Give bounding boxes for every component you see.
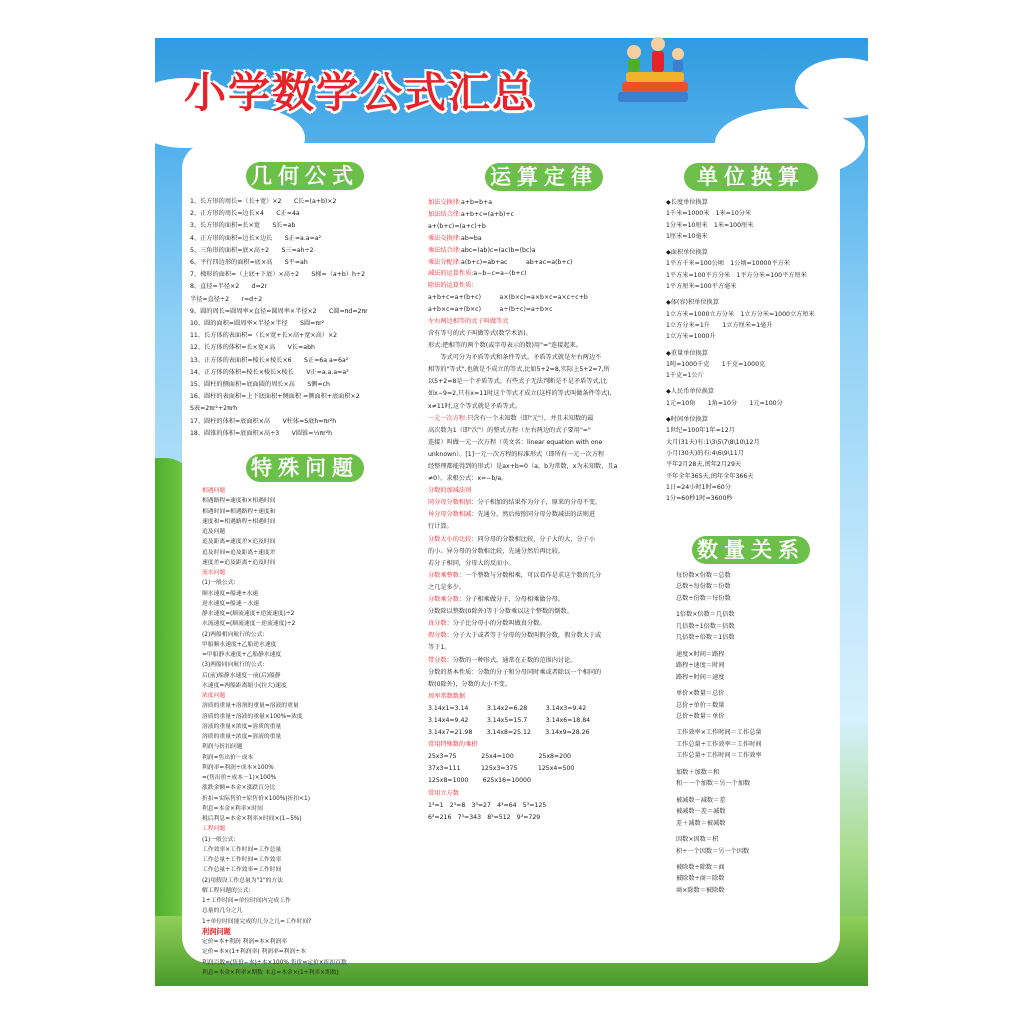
law-line <box>428 461 660 473</box>
law-text: 的小。异分母的分数相比较，先通分然后再比较。 <box>428 547 565 555</box>
law-text: 连接）叫做一元一次方程（英文名：linear equation with one <box>428 438 603 446</box>
law-line <box>428 413 660 425</box>
right-column <box>666 163 836 504</box>
geometry-formula-line: 13、正方体的表面积=棱长×棱长×6 S正=6a a=6a² <box>190 356 349 364</box>
geometry-formula-line: 10、圆的面积=圆周率×半径×半径 S圆=πr² <box>190 320 325 328</box>
special-formula-line: 工作总量÷工作时间=工作效率 <box>202 857 282 863</box>
law-text: 含有等号的式子叫做等式(数学术语)。 <box>428 329 532 337</box>
law-label: 乘法分配律: <box>428 258 462 266</box>
law-text: 数(0除外)，分数的大小不变。 <box>428 680 512 688</box>
law-line <box>428 667 660 679</box>
unit-line: 1平方米=100平方分米 1平方分米=100平方厘米 <box>666 271 807 279</box>
geometry-formula-line: 1、长方形的周长=（长+宽）×2 C长=(a+b)×2 <box>190 198 337 205</box>
law-line <box>428 594 660 606</box>
law-line <box>428 437 660 449</box>
law-label: 异分母分数相减 <box>428 511 472 519</box>
special-formula-line: 追及时间=追及距离÷速度差 <box>202 549 276 556</box>
law-line <box>428 209 660 221</box>
law-label: 左右两边相等的式子叫做等式 <box>428 318 509 326</box>
law-line <box>428 292 660 304</box>
special-formula-line: 利润百数=(售价−本)÷本×100% 售价=定价×折扣百数 <box>202 959 347 966</box>
law-label: 减法的运算性质: <box>428 270 474 278</box>
special-formula-line: (2)两船相向航行的公式: <box>202 631 265 638</box>
special-formula-line: (1)一般公式: <box>202 580 236 587</box>
quantity-line: 1倍数×倍数＝几倍数 <box>676 611 735 619</box>
special-formula-line: 顺水速度=船速+水速 <box>202 590 259 597</box>
unit-line: ◆人民币单位换算 <box>666 388 715 396</box>
special-formula-line: (2)用假设工作总量为"1"的方法 <box>202 877 283 884</box>
special-formula-line: 溶质的重量÷浓度=溶液的重量 <box>202 734 282 740</box>
law-line <box>428 534 660 546</box>
quantity-line: 总价÷单价＝数量 <box>676 701 725 709</box>
law-line <box>428 352 660 364</box>
unit-line: 1平方千米=100公顷 1公顷=10000平方米 <box>666 260 790 268</box>
law-line <box>428 606 660 618</box>
law-line <box>428 570 660 582</box>
geometry-formula-line: 18、圆锥的体积=底面积×高÷3 V圆锥=⅓πr²h <box>190 429 333 437</box>
quantity-line: 商×除数＝被除数 <box>676 886 725 894</box>
law-line <box>428 727 660 739</box>
law-line <box>428 679 660 691</box>
law-line <box>428 497 660 509</box>
geometry-formula-line: 17、圆柱的体积=底面积×高 V柱体=S底h=πr²h <box>190 417 337 425</box>
geometry-formula-line: S表=2πr²+2πrh <box>190 405 238 413</box>
law-label: 一元一次方程: <box>428 414 468 422</box>
special-formula-line: 工作总量÷工作效率=工作时间 <box>202 867 282 874</box>
law-label: 常用立方数 <box>428 789 459 797</box>
quantity-line: 工作总量÷工作效率＝工作时间 <box>676 740 762 748</box>
law-label: 分数乘分数 <box>428 596 459 604</box>
special-formula-line: 速度差=追及距离÷追及时间 <box>202 559 276 566</box>
law-text: a+b=b+a <box>461 199 493 206</box>
unit-line: 1立方米=1000立方分米 1立方分米=1000立方厘米 <box>666 310 815 318</box>
quantity-line: 单价×数量＝总价 <box>676 690 725 698</box>
section-title-units: 单位换算 <box>684 163 818 191</box>
special-subheading: 相遇问题 <box>202 488 226 494</box>
unit-line: 1世纪=100年1年=12月 <box>666 427 735 435</box>
law-label: 除法的运算性质: <box>428 282 474 290</box>
law-line <box>428 582 660 594</box>
law-line <box>428 788 660 800</box>
quantity-line: 和－一个加数＝另一个加数 <box>676 780 751 788</box>
right-column-lower <box>666 536 836 896</box>
law-line <box>428 812 660 824</box>
law-text: 3.14x1=3.14 3.14x2=6.28 3.14x3=9.42 <box>428 704 587 712</box>
left-column <box>190 162 420 440</box>
law-line <box>428 316 660 328</box>
law-label: 分数的加减法则 <box>428 487 472 495</box>
quantity-line: 几倍数÷1倍数＝倍数 <box>676 622 735 630</box>
law-text: 经整理都能得到的形式）是ax+b=0（a，b为常数，x为未知数，且a <box>428 463 618 470</box>
law-text: abc=(ab)c=(ac)b=(bc)a <box>461 246 536 254</box>
geometry-formula-line: 2、正方形的周长=边长×4 C正=4a <box>190 210 300 218</box>
law-label: 假分数 <box>428 632 447 640</box>
quantity-line: 速度×时间＝路程 <box>676 650 725 658</box>
quantity-line: 总数÷每份数＝份数 <box>676 583 731 591</box>
special-formula-line: 甲船顺水速度+乙船逆水速度 <box>202 641 277 648</box>
law-line <box>428 558 660 570</box>
law-text: 高次数为1（即"次"）的整式方程（左右两边的式子要用"=" <box>428 426 591 434</box>
special-formula-line: 1÷工作时间=单位时间内完成工作 <box>202 898 291 904</box>
unit-line: 1千克=1公斤 <box>666 372 704 380</box>
law-line <box>428 642 660 654</box>
geometry-formula-line: 15、圆柱的侧面积=底面圆的周长×高 S侧=ch <box>190 381 330 389</box>
law-text: ：分数的一种形式，通常在正数的范围内讨论。 <box>446 656 577 664</box>
law-line <box>428 655 660 667</box>
law-line <box>428 485 660 497</box>
special-subheading: 工程问题 <box>202 826 226 833</box>
special-formula-line: 溶质的重量+溶剂的重量=溶液的重量 <box>202 703 299 710</box>
special-subheading: 流水问题 <box>202 570 226 576</box>
law-text: a+b+c=a+(b+c) a×(b×c)=a×b×c=a×c÷c+b <box>428 294 588 302</box>
law-text: 只含有一个未知数（即"元"），并且未知数的最 <box>467 414 594 422</box>
special-formula-line: 静水速度=(顺流速度+逆流速度)÷2 <box>202 611 295 617</box>
quantity-line: 路程÷速度＝时间 <box>676 662 725 670</box>
law-line <box>428 546 660 558</box>
law-label: 乘法交换律: <box>428 234 462 242</box>
law-text: 125x8=1000 625x16=10000 <box>428 777 531 785</box>
unit-line: 1吨=1000千克 1千克=1000克 <box>666 360 766 368</box>
law-label: 常用特殊数的乘积 <box>428 741 478 749</box>
quantity-line: 被除数÷商＝除数 <box>676 875 725 883</box>
quantity-line: 路程÷时间＝速度 <box>676 673 725 681</box>
law-text: 之几是多少。 <box>428 583 466 591</box>
special-formula-line: 解工程问题的公式: <box>202 887 251 894</box>
unit-conversion-list <box>666 197 836 504</box>
special-formula-line: (3)两船同向航行的公式: <box>202 662 265 669</box>
quantity-line: 总价÷数量＝单价 <box>676 712 725 720</box>
unit-line: 1分米=10厘米 1米=100厘米 <box>666 221 754 229</box>
law-text: unknown）。[1]一元一次方程的标准形式（即所有一元一次方程 <box>428 450 605 458</box>
special-formula-line: 逆水速度=船速－水速 <box>202 600 260 607</box>
special-formula-line: 溶质的重量÷溶液的重量×100%=浓度 <box>202 713 303 720</box>
law-line <box>428 739 660 751</box>
geometry-formula-line: 7、梯形的面积=（上底+下底）×高÷2 S梯=（a+b）h÷2 <box>190 271 366 279</box>
geometry-formula-line: 半径=直径÷2 r=d÷2 <box>190 295 263 303</box>
special-formula-line: 相遇时间=相遇路程÷速度和 <box>202 508 276 515</box>
special-formula-line: 相遇路程=速度和×相遇时间 <box>202 498 276 505</box>
left-column-lower <box>190 454 420 978</box>
law-text: 相等的"等式",也就是不成立的等式,比如5+2=8,实际上5+2=7,所 <box>428 366 610 374</box>
special-formula-line: 追及问题 <box>202 529 226 535</box>
special-formula-line: 追及距离=速度差×追及时间 <box>202 539 276 546</box>
special-formula-line: 定价=本×(1+利润率) 利润率=利润÷本 <box>202 949 306 956</box>
quantity-line: 被除数÷除数＝商 <box>676 863 725 871</box>
unit-line: 1立方米=1000升 <box>666 333 716 341</box>
law-line <box>428 197 660 209</box>
special-formula-line: 折扣=实际售价÷原售价×100%(折扣<1) <box>202 795 310 802</box>
special-formula-line: 定价=本+利润 利润=本×利润率 <box>202 939 288 945</box>
special-formula-line: 速度和=相遇路程÷相遇时间 <box>202 518 276 525</box>
law-line <box>428 763 660 775</box>
unit-line: 1元=10角 1角=10分 1元=100分 <box>666 399 783 407</box>
law-text: 3.14x4=9.42 3.14x5=15.7 3.14x6=18.84 <box>428 716 591 724</box>
law-text: 行计算。 <box>428 523 453 531</box>
law-text: ：分子大于或者等于分母的分数叫假分数，假分数大于或 <box>446 632 602 640</box>
section-title-quantity: 数量关系 <box>692 536 810 564</box>
law-label: 真分数 <box>428 620 447 628</box>
operation-law-list <box>428 197 660 824</box>
law-text: ：先通分，然后按照同分母分数减法的法则进 <box>471 511 596 519</box>
quantity-line: 工作效率×工作时间＝工作总量 <box>676 729 762 737</box>
special-subheading: 利润问题 <box>202 926 231 936</box>
law-text: ≠0）。求根公式：x=−b/a。 <box>428 475 508 483</box>
law-line <box>428 233 660 245</box>
law-line <box>428 473 660 485</box>
law-text: 分数的基本性质：分数的分子和分母同时乘或者除以一个相同的 <box>428 668 602 676</box>
special-formula-line: 利润=售出价－成本 <box>202 754 254 761</box>
law-text: 以5+2=8是一个矛盾等式。有些式子无法判断是不是矛盾等式,比 <box>428 378 607 386</box>
law-text: a(b+c)=ab+ac ab+ac=a(b+c) <box>461 258 573 266</box>
law-text: 等于1。 <box>428 644 451 652</box>
quantity-line: 被减数－减数＝差 <box>676 796 726 804</box>
law-text: 等式可分为矛盾等式和条件等式。矛盾等式就是左右两边不 <box>428 354 602 362</box>
law-text: 37x3=111 125x3=375 125x4=500 <box>428 765 575 773</box>
law-text: a+b×c=a+(b×c) a÷(b÷c)=a÷b×c <box>428 306 553 314</box>
law-text: a−b−c=a−(b+c) <box>473 270 527 278</box>
law-line <box>428 521 660 533</box>
law-line <box>428 449 660 461</box>
law-line <box>428 715 660 727</box>
section-title-laws: 运算定律 <box>485 163 603 191</box>
law-line <box>428 425 660 437</box>
quantity-relation-list <box>676 570 836 896</box>
unit-line: 1厘米=10毫米 <box>666 232 708 240</box>
law-text: 若分子相同，分母大的反而小。 <box>428 559 515 567</box>
law-label: 分数乘整数 <box>428 571 459 579</box>
law-text: ：分子相加的结果作为分子，原来的分母不变。 <box>471 499 602 507</box>
special-formula-line: (1)一般公式: <box>202 836 236 843</box>
law-line <box>428 775 660 787</box>
special-formula-line: 水流速度=(顺流速度－逆流速度)÷2 <box>202 621 296 628</box>
unit-line: 平年2月28天,闰年2月29天 <box>666 461 742 469</box>
law-line <box>428 691 660 703</box>
law-text: ：分子比分母小的分数叫做真分数。 <box>446 620 546 628</box>
special-formula-line: 1÷单位时间能完成的几分之几=工作时间? <box>202 918 312 925</box>
unit-line: ◆体(容)积单位换算 <box>666 299 719 307</box>
quantity-line: 积÷一个因数＝另一个因数 <box>676 847 750 855</box>
section-title-special: 特殊问题 <box>246 454 364 482</box>
unit-line: 1立方分米=1升 1立方厘米=1毫升 <box>666 321 773 329</box>
unit-line: ◆面积单位换算 <box>666 249 708 257</box>
law-line <box>428 376 660 388</box>
law-line <box>428 304 660 316</box>
law-line <box>428 618 660 630</box>
middle-column <box>428 163 660 824</box>
quantity-line: 每份数×份数＝总数 <box>676 572 731 579</box>
law-text: ：一个整数与分数相乘，可以看作是求这个数的几分 <box>458 571 602 579</box>
law-line <box>428 257 660 269</box>
law-label: 乘法结合律: <box>428 246 462 254</box>
law-line <box>428 630 660 642</box>
poster-title: 小学数学公式汇总 <box>183 68 536 117</box>
special-formula-line: 工作效率×工作时间=工作总量 <box>202 846 282 853</box>
law-label: 加法交换律: <box>428 199 462 206</box>
quantity-line: 被减数－差＝减数 <box>676 808 726 816</box>
law-text: 25x3=75 25x4=100 25x8=200 <box>428 753 571 761</box>
unit-line: 大月(31天)有:1\3\5\7\8\10\12月 <box>666 438 760 446</box>
law-text: 3.14x7=21.98 3.14x8=25.12 3.14x9=28.26 <box>428 729 590 737</box>
law-label: 周率常数数据 <box>428 692 466 700</box>
law-line <box>428 245 660 257</box>
special-formula-line: 利息=本金×利率×期数 本息=本金×(1+利率×期数) <box>202 969 339 976</box>
geometry-formula-line: 11、长方体的表面积=（长×宽+长×高+宽×高）×2 <box>190 332 338 340</box>
unit-line: 1分=60秒1时=3600秒 <box>666 495 733 503</box>
unit-line: ◆时间单位换算 <box>666 416 708 424</box>
law-text: 分数除以整数(0除外)等于分数乘以这个整数的倒数。 <box>428 608 573 616</box>
law-line <box>428 268 660 280</box>
geometry-formula-line: 5、三角形的面积=底×高÷2 S三=ah÷2 <box>190 246 314 254</box>
law-text: ：同分母的分数相比较，分子大的大，分子小 <box>471 535 596 543</box>
quantity-line: 总数÷份数＝每份数 <box>676 594 731 602</box>
unit-line: 平年全年365天,闰年全年366天 <box>666 472 754 480</box>
unit-line: 1平方厘米=100平方毫米 <box>666 283 737 291</box>
law-text: 1³=1 2³=8 3³=27 4³=64 5³=125 <box>428 801 547 809</box>
unit-line: ◆长度单位换算 <box>666 199 708 206</box>
law-label: 分数大小的比较 <box>428 535 472 543</box>
law-text: x≠11时,这个等式就是矛盾等式。 <box>428 402 521 410</box>
law-line <box>428 280 660 292</box>
unit-line: ◆重量单位换算 <box>666 349 708 357</box>
unit-line: 小月(30天)的有:4\6\9\11月 <box>666 449 744 457</box>
law-line <box>428 340 660 352</box>
kids-on-books-illustration <box>612 30 696 110</box>
law-line <box>428 364 660 376</box>
geometry-formula-line: 8、直径=半径×2 d=2r <box>190 283 268 291</box>
geometry-formula-line: 3、长方形的面积=长×宽 S长=ab <box>190 222 296 230</box>
quantity-line: 差＋减数＝被减数 <box>676 819 726 827</box>
geometry-formula-line: 4、正方形的面积=边长×边长 S正=a.a=a² <box>190 234 322 242</box>
geometry-formula-line: 12、长方体的体积=长×宽×高 V长=abh <box>190 344 315 352</box>
law-text: ab=ba <box>461 234 482 242</box>
special-formula-line: 总量的几分之几 <box>202 908 243 915</box>
law-label: 加法结合律: <box>428 210 462 218</box>
special-formula-line: 后(前)船静水速度－前(后)船静 <box>202 672 281 679</box>
unit-line: 1日=24小时1时=60分 <box>666 483 731 491</box>
law-label: 同分母分数相加 <box>428 499 472 507</box>
law-line <box>428 751 660 763</box>
law-text: 形式:把相等的两个数(或字母表示的数)用"="连接起来。 <box>428 342 582 350</box>
quantity-line: 几倍数÷倍数＝1倍数 <box>676 634 735 642</box>
law-text: 如x−9=2,只有x=11时这个等式才成立(这样的等式叫做条件等式), <box>428 390 612 398</box>
special-formula-line: 涨跌金额=本金×涨跌百分比 <box>202 785 276 792</box>
geometry-formula-line: 6、平行四边形的面积=底×高 S平=ah <box>190 259 308 267</box>
law-text: ：分子相乘做分子，分母相乘做分母。 <box>458 596 565 604</box>
law-line <box>428 401 660 413</box>
geometry-formula-line: 9、圆的周长=圆周率×直径=圆周率×半径×2 C圆=πd=2πr <box>190 307 368 315</box>
special-formula-line: 水速度=两船距离缩小(拉大)速度 <box>202 682 287 689</box>
special-formula-line: 利息=本金×利率×时间 <box>202 805 263 812</box>
special-subheading: 浓度问题 <box>202 693 226 699</box>
law-line <box>428 703 660 715</box>
law-text: 6³=216 7³=343 8³=512 9³=729 <box>428 813 541 821</box>
law-line <box>428 328 660 340</box>
special-formula-line: 利润与折扣问题 <box>202 744 243 751</box>
law-line <box>428 221 660 233</box>
law-label: 带分数 <box>428 656 447 664</box>
law-text: a+(b+c)=(a+c)+b <box>428 222 486 230</box>
quantity-line: 工作总量÷工作时间＝工作效率 <box>676 752 762 760</box>
law-line <box>428 509 660 521</box>
geometry-formula-line: 16、圆柱的表面积=上下底面积+侧面积 =侧面积+底面积×2 <box>190 393 360 401</box>
law-text: a+b+c=(a+b)+c <box>461 210 515 218</box>
special-formula-line: =(售出价÷成本－1)×100% <box>202 775 277 781</box>
section-title-geometry: 几何公式 <box>246 162 364 190</box>
special-formula-line: 利润率=利润÷成本×100% <box>202 764 274 771</box>
law-line <box>428 388 660 400</box>
special-formula-line: =甲船静水速度+乙船静水速度 <box>202 652 282 658</box>
geometry-formula-line: 14、正方体的体积=棱长×棱长×棱长 V正=a.a.a=a³ <box>190 368 349 376</box>
quantity-line: 加数＋加数＝和 <box>676 768 720 776</box>
special-formula-line: 溶液的重量×浓度=溶质的重量 <box>202 723 282 730</box>
quantity-line: 因数×因数＝积 <box>676 836 719 844</box>
geometry-formula-list <box>190 196 420 440</box>
special-problem-list <box>202 486 420 978</box>
special-formula-line: 税后利息=本金×利率×时间×(1−5%) <box>202 816 302 822</box>
unit-line: 1千米=1000米 1米=10分米 <box>666 210 752 218</box>
law-line <box>428 800 660 812</box>
